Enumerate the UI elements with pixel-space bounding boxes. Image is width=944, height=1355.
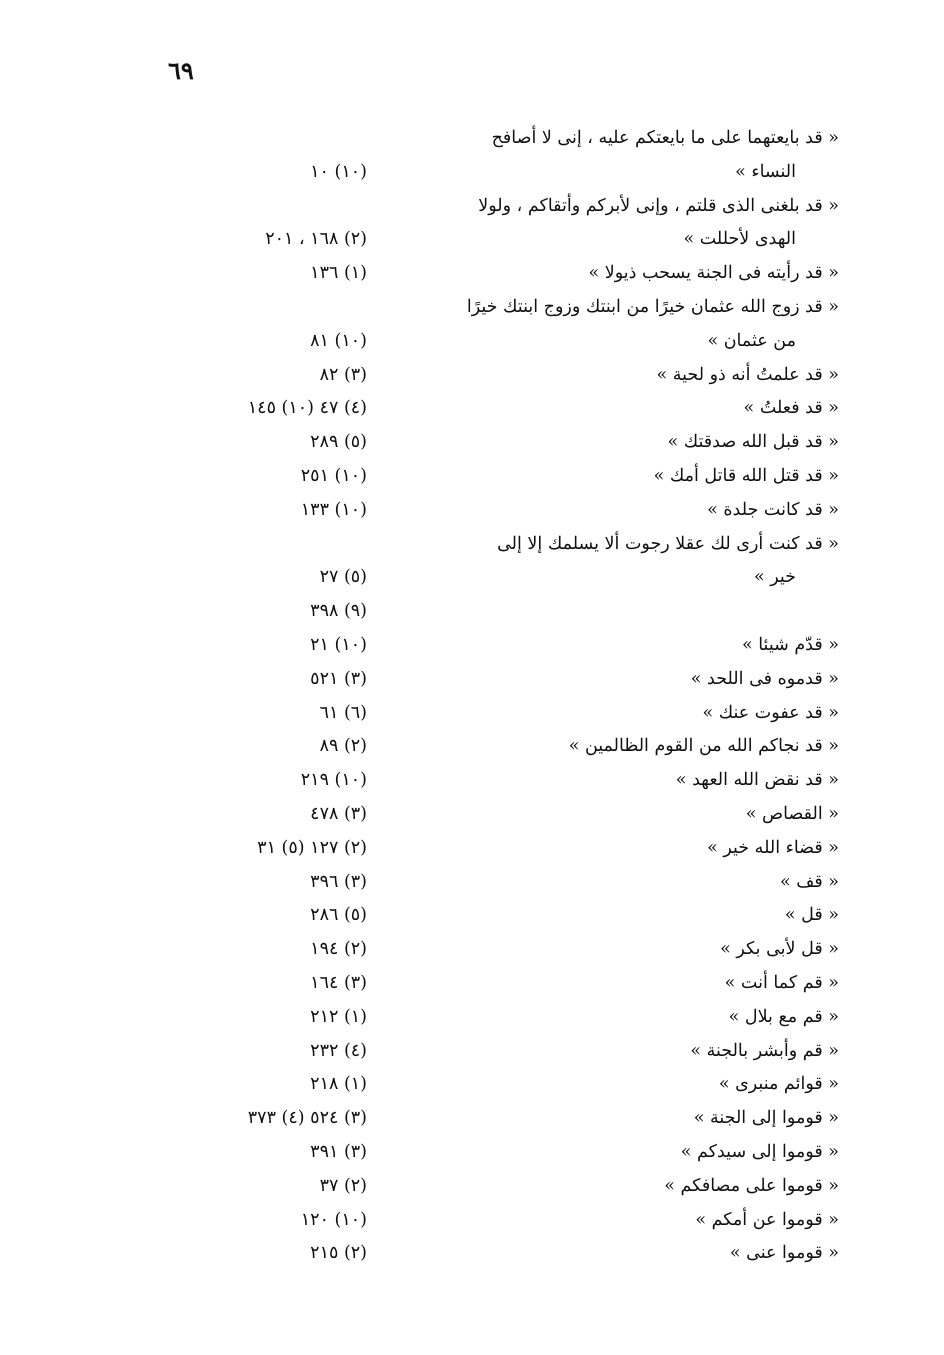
entry-text: « قضاء الله خير » — [707, 837, 839, 858]
entry-reference: (١) ٢١٢ — [310, 1006, 367, 1027]
entry-text: « قل لأبى بكر » — [720, 939, 839, 960]
index-line — [0, 1037, 944, 1071]
entry-text: « قم كما أنت » — [724, 972, 839, 993]
entry-text-continuation: النساء » — [735, 161, 796, 182]
entry-reference: (٥) ٢٧ — [319, 567, 367, 588]
index-line — [0, 834, 944, 868]
entry-reference: (١) ٢١٨ — [310, 1074, 367, 1095]
entry-text: « قوموا عنى » — [729, 1243, 839, 1264]
entry-text: « قوموا عن أمكم » — [695, 1209, 839, 1230]
index-line — [0, 800, 944, 834]
entry-text: « قدموه فى اللحد » — [690, 668, 839, 689]
hadith-index-list — [0, 124, 944, 1273]
entry-reference: (١٠) ١٣٣ — [300, 499, 367, 520]
entry-text: « قل » — [784, 905, 839, 926]
entry-reference: (٣) ١٦٤ — [310, 972, 367, 993]
entry-text: « قد نجاكم الله من القوم الظالمين » — [568, 736, 839, 757]
entry-reference: (١٠) ١٢٠ — [300, 1209, 367, 1230]
entry-text: « قد علمتُ أنه ذو لحية » — [656, 364, 839, 385]
index-line — [0, 361, 944, 395]
index-line — [0, 563, 944, 597]
index-line — [0, 732, 944, 766]
entry-reference: (٣) ٨٢ — [319, 364, 367, 385]
index-line — [0, 1239, 944, 1273]
entry-text: « قد بايعتهما على ما بايعتكم عليه ، إنى لا أصافح — [491, 128, 839, 148]
index-line — [0, 394, 944, 428]
index-line — [0, 1003, 944, 1037]
index-line — [0, 631, 944, 665]
index-line — [0, 868, 944, 902]
index-line — [0, 935, 944, 969]
index-line — [0, 124, 944, 158]
entry-text: « قف » — [779, 871, 839, 892]
entry-text: « قم وأبشر بالجنة » — [690, 1040, 839, 1061]
index-line — [0, 766, 944, 800]
index-line — [0, 1138, 944, 1172]
entry-reference: (١٠) ٢٥١ — [300, 465, 367, 486]
index-line — [0, 158, 944, 192]
index-line — [0, 293, 944, 327]
index-line — [0, 327, 944, 361]
entry-reference: (٥) ٢٨٦ — [310, 905, 367, 926]
index-line — [0, 192, 944, 226]
entry-text: « قوموا إلى الجنة » — [693, 1108, 839, 1129]
entry-reference: (٢) ٢١٥ — [310, 1243, 367, 1264]
entry-reference: (٣) ٥٢١ — [310, 668, 367, 689]
index-line — [0, 901, 944, 935]
entry-text: « قد فعلتُ » — [743, 398, 839, 419]
entry-text: « قد كنت أرى لك عقلا رجوت ألا يسلمك إلا إلى — [497, 533, 839, 554]
entry-text: « قد زوج الله عثمان خيرًا من ابنتك وزوج ابنتك خيرًا — [466, 296, 839, 317]
entry-text: « القصاص » — [745, 803, 839, 824]
entry-reference: (٩) ٣٩٨ — [310, 601, 367, 622]
index-line — [0, 1070, 944, 1104]
index-line — [0, 496, 944, 530]
index-line — [0, 225, 944, 259]
entry-text: « قد كانت جلدة » — [707, 499, 839, 520]
entry-text-continuation: من عثمان » — [707, 330, 796, 351]
entry-reference: (٢) ١٦٨ ، ٢٠١ — [265, 229, 367, 250]
index-line — [0, 428, 944, 462]
index-line — [0, 969, 944, 1003]
entry-text: « قوائم منبرى » — [718, 1074, 839, 1095]
entry-reference: (٢) ٣٧ — [319, 1175, 367, 1196]
entry-reference: (٣) ٣٩٦ — [310, 871, 367, 892]
entry-reference: (٦) ٦١ — [319, 702, 367, 723]
entry-reference: (٣) ٣٩١ — [310, 1141, 367, 1162]
entry-text: « قد رأيته فى الجنة يسحب ذيولا » — [588, 263, 839, 284]
entry-reference: (٢) ٨٩ — [319, 736, 367, 757]
entry-reference: (٤) ٤٧ (١٠) ١٤٥ — [247, 398, 367, 419]
index-line — [0, 530, 944, 564]
entry-reference: (٥) ٢٨٩ — [310, 432, 367, 453]
index-line — [0, 259, 944, 293]
page-number: ٦٩ — [168, 56, 194, 85]
entry-text-continuation: الهدى لأحللت » — [683, 229, 796, 250]
index-line — [0, 665, 944, 699]
index-line — [0, 699, 944, 733]
entry-text: « قد عفوت عنك » — [702, 702, 839, 723]
index-line — [0, 597, 944, 631]
entry-text: « قد نقض الله العهد » — [675, 770, 839, 791]
entry-text: « قد بلغنى الذى قلتم ، وإنى لأبركم وأتقاكم ، ولولا — [478, 195, 839, 216]
entry-text: « قد قبل الله صدقتك » — [667, 432, 839, 453]
index-line — [0, 1104, 944, 1138]
entry-reference: (٣) ٥٢٤ (٤) ٣٧٣ — [247, 1108, 367, 1129]
entry-reference: (١٠) ٨١ — [310, 330, 367, 351]
entry-reference: (٣) ٤٧٨ — [310, 803, 367, 824]
entry-text: « قوموا إلى سيدكم » — [680, 1141, 839, 1162]
entry-reference: (٢) ١٩٤ — [310, 939, 367, 960]
entry-text: « قد قتل الله قاتل أمك » — [653, 465, 839, 486]
entry-reference: (١٠) ٢١ — [310, 634, 367, 655]
entry-reference: (٢) ١٢٧ (٥) ٣١ — [257, 837, 367, 858]
entry-text: « قوموا على مصافكم » — [664, 1175, 839, 1196]
entry-reference: (١٠) ٢١٩ — [300, 770, 367, 791]
entry-text: « قم مع بلال » — [728, 1006, 839, 1027]
entry-reference: (١) ١٣٦ — [310, 263, 367, 284]
entry-text: « قدّم شيئا » — [741, 634, 839, 655]
index-line — [0, 1206, 944, 1240]
index-line — [0, 1172, 944, 1206]
entry-reference: (٤) ٢٣٢ — [310, 1040, 367, 1061]
index-line — [0, 462, 944, 496]
entry-reference: (١٠) ١٠ — [310, 161, 367, 182]
entry-text-continuation: خير » — [753, 567, 796, 588]
